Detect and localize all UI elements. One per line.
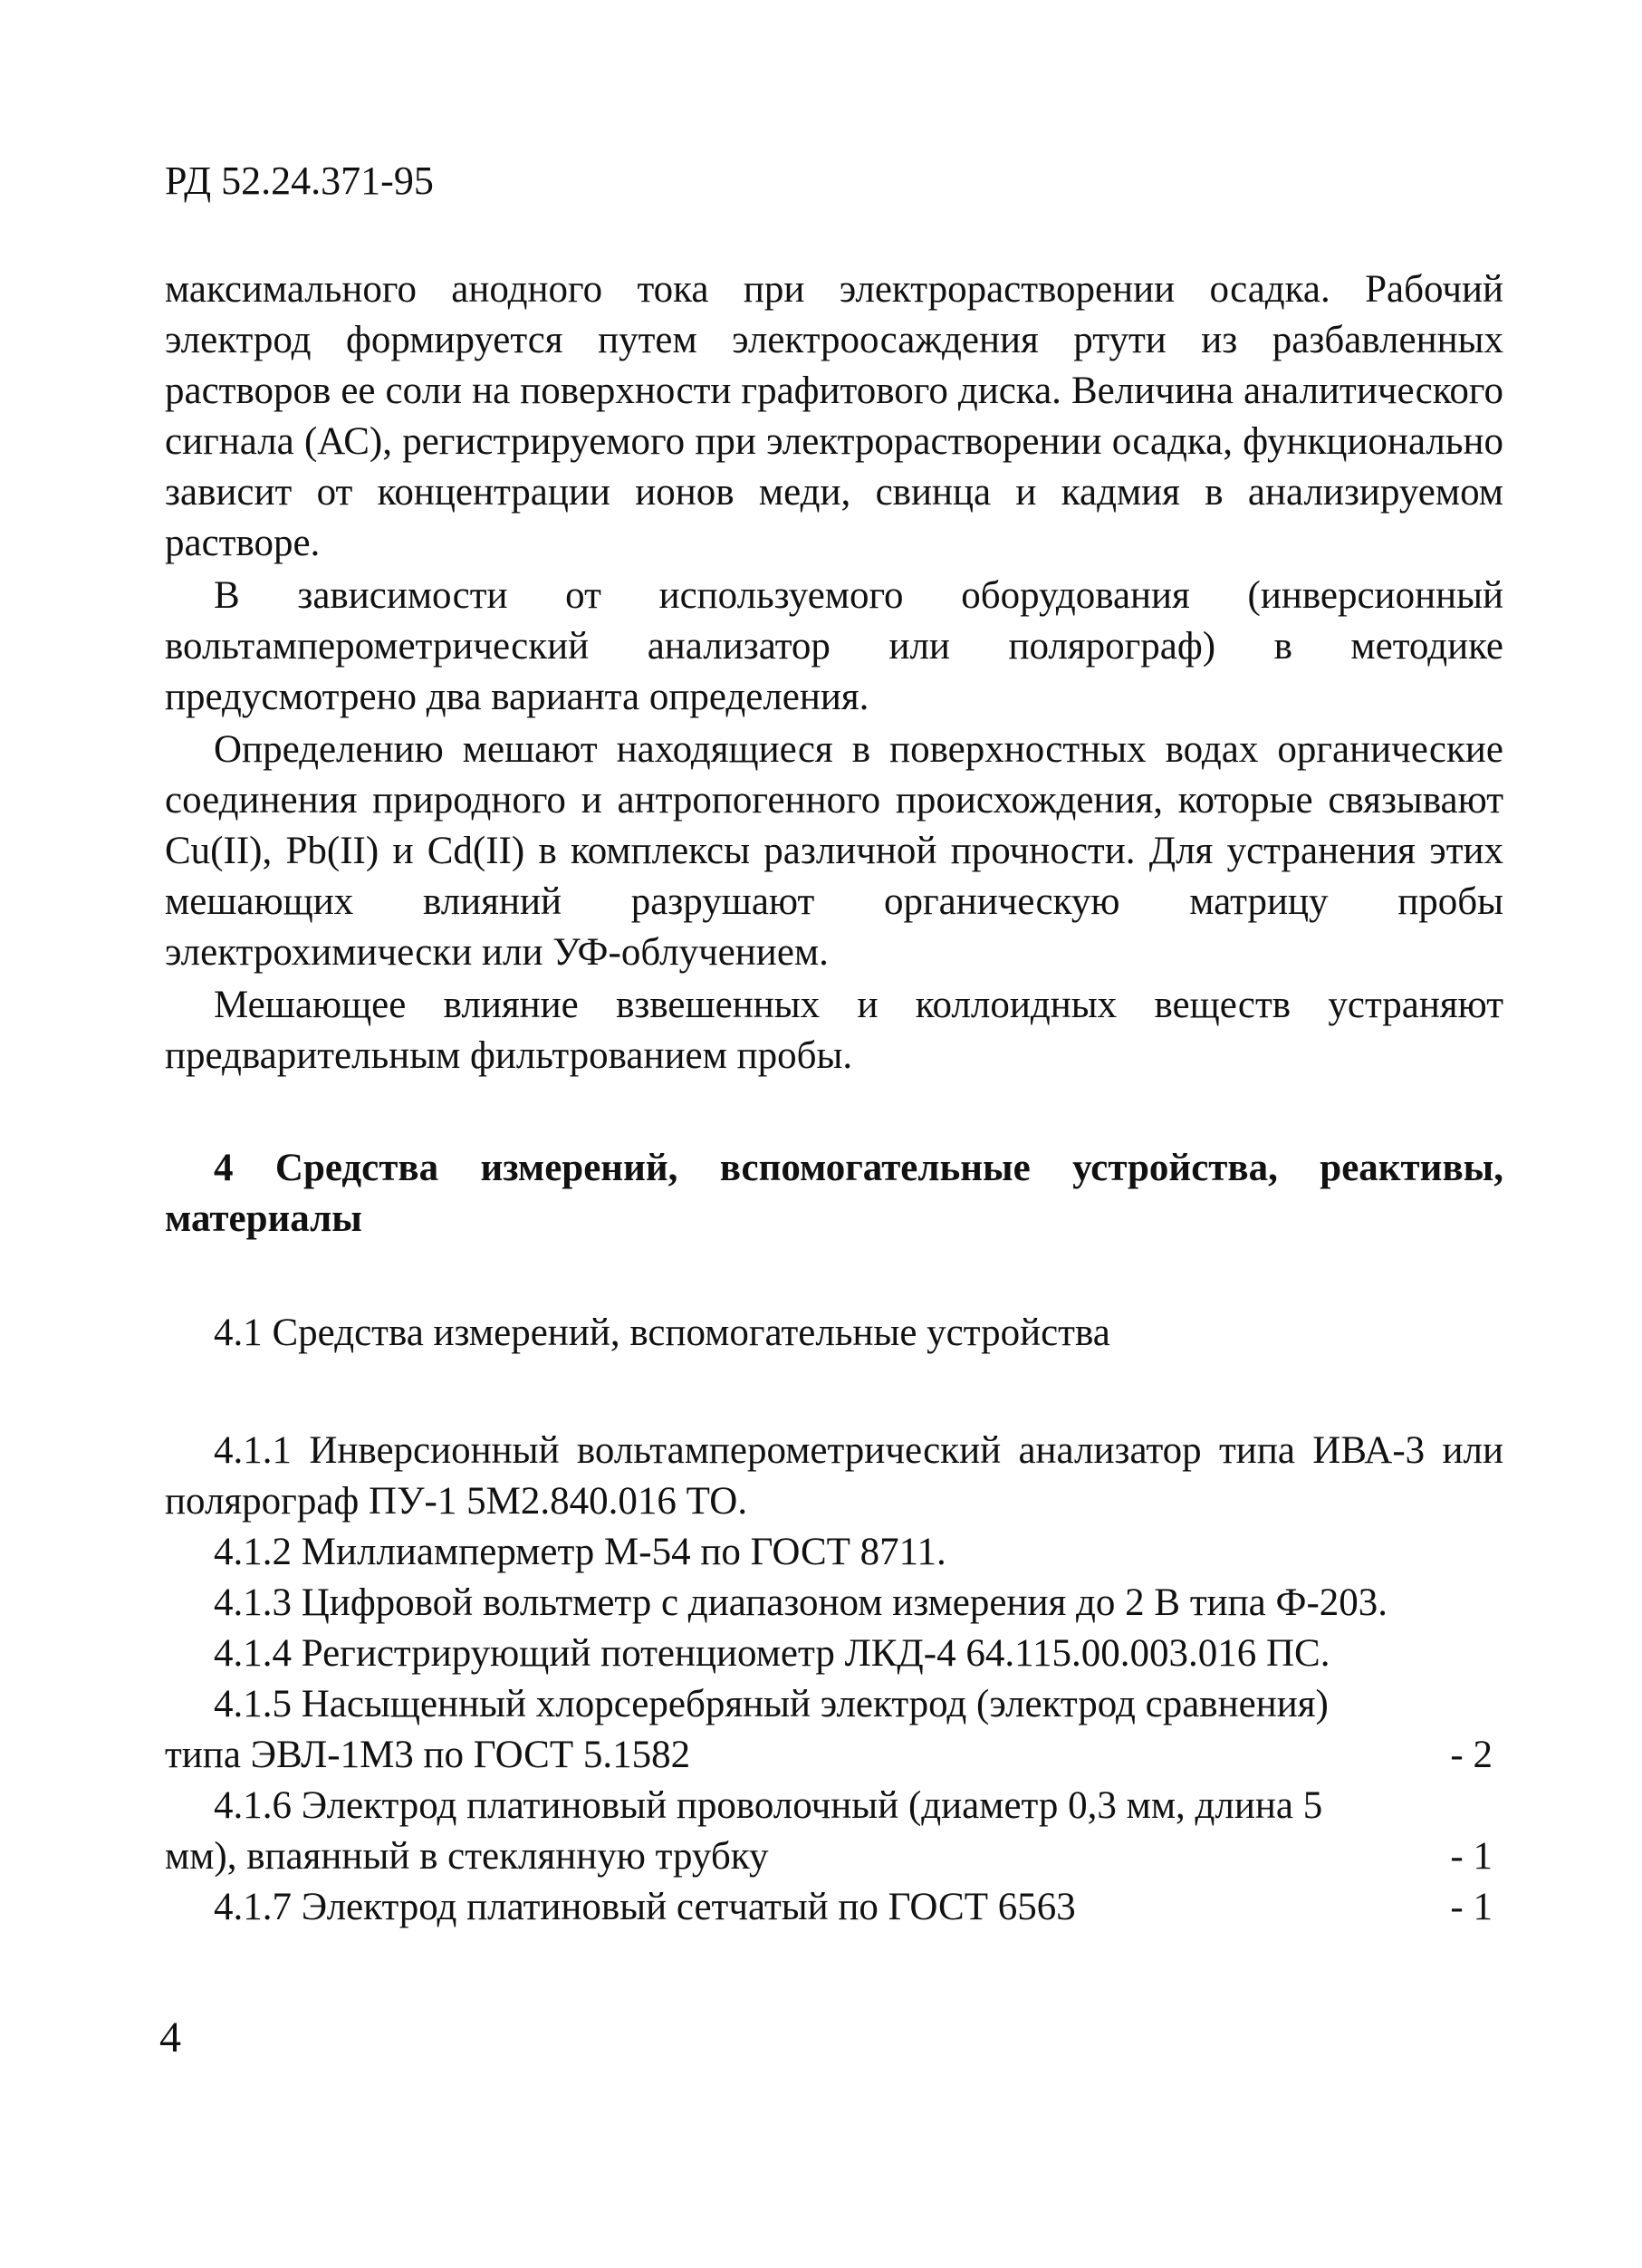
list-item-4-1-7 bbox=[165, 1882, 1503, 1933]
document-body bbox=[165, 264, 1503, 1933]
list-item-4-1-6-continuation: мм), впаянный в стеклянную трубку bbox=[165, 1835, 769, 1878]
list-item-4-1-1: 4.1.1 Инверсионный вольтамперометрический анализатор типа ИВА-3 или полярограф ПУ-1 5М2.840.016 ТО. bbox=[165, 1429, 1503, 1523]
list-item-4-1-5-text: 4.1.5 Насыщенный хлорсеребряный электрод (электрод сравнения) bbox=[214, 1683, 1329, 1725]
list-item-4-1-6 bbox=[165, 1781, 1503, 1882]
list-item-4-1-4: 4.1.4 Регистрирующий потенциометр ЛКД-4 64.115.00.003.016 ПС. bbox=[214, 1632, 1330, 1675]
paragraph-interference-organic: Определению мешают находящиеся в поверхностных водах органические соединения природного и антропогенного происхождения, которые связывают Cu(II), Pb(II) и Cd(II) в комплексы различной прочности. Для устранения этих мешающих влияний разрушают органическую матрицу пробы электрохимически или УФ-облучением. bbox=[165, 728, 1503, 974]
list-item-4-1-6-line bbox=[165, 1831, 1503, 1882]
paragraph-variants: В зависимости от используемого оборудования (инверсионный вольтамперометрический анализатор или полярограф) в методике предусмотрено два варианта определения. bbox=[165, 574, 1503, 718]
page-number: 4 bbox=[159, 2013, 181, 2061]
subsection-heading: 4.1 Средства измерений, вспомогательные устройства bbox=[214, 1312, 1110, 1354]
section-heading: 4 Средства измерений, вспомогательные устройства, реактивы, материалы bbox=[165, 1147, 1503, 1240]
list-item-4-1-5-line bbox=[165, 1730, 1503, 1781]
list-item-4-1-5 bbox=[165, 1679, 1503, 1781]
document-code: РД 52.24.371-95 bbox=[165, 159, 434, 203]
list-item-4-1-5-quantity: - 2 bbox=[1450, 1734, 1493, 1776]
list-item-4-1-6-text: 4.1.6 Электрод платиновый проволочный (диаметр 0,3 мм, длина 5 bbox=[214, 1784, 1323, 1827]
list-item-4-1-7-quantity: - 1 bbox=[1450, 1886, 1493, 1928]
list-item-4-1-3: 4.1.3 Цифровой вольтметр с диапазоном измерения до 2 В типа Ф-203. bbox=[214, 1581, 1388, 1624]
paragraph-method-principle: максимального анодного тока при электрорастворении осадка. Рабочий электрод формируется путем электроосаждения ртути из разбавленных растворов ее соли на поверхности графитового диска. Величина аналитического сигнала (АС), регистрируемого при электрорастворении осадка, функционально зависит от концентрации ионов меди, свинца и кадмия в анализируемом растворе. bbox=[165, 268, 1503, 564]
list-item-4-1-5-continuation: типа ЭВЛ-1М3 по ГОСТ 5.1582 bbox=[165, 1734, 691, 1776]
list-item-4-1-7-text: 4.1.7 Электрод платиновый сетчатый по ГОСТ 6563 bbox=[214, 1886, 1076, 1928]
list-item-4-1-6-quantity: - 1 bbox=[1450, 1835, 1493, 1878]
list-item-4-1-2: 4.1.2 Миллиамперметр М-54 по ГОСТ 8711. bbox=[214, 1531, 946, 1573]
paragraph-interference-suspended: Мешающее влияние взвешенных и коллоидных веществ устраняют предварительным фильтрованием пробы. bbox=[165, 984, 1503, 1077]
